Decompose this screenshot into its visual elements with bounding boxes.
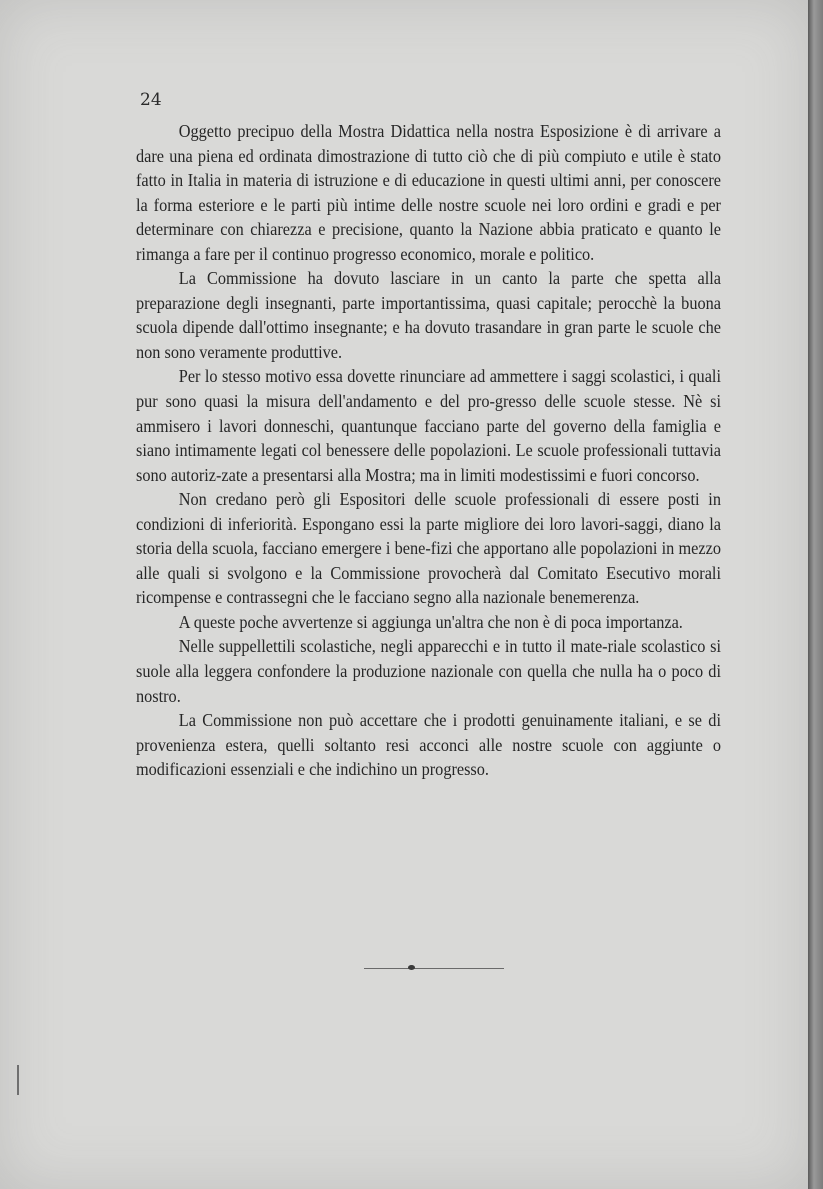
paragraph-4: Non credano però gli Espositori delle scuole professionali di essere posti in condizioni di inferiorità. Espongano essi la parte migliore dei loro lavori-saggi, diano la storia della scuola, facciano emergere i bene-fizi che apportano alle popolazioni in mezzo alle quali si svolgono e la Commissione provocherà dal Comitato Esecutivo morali ricompense e contrassegni che le facciano segno alla nazionale benemerenza. <box>136 489 721 608</box>
scan-edge <box>808 0 823 1189</box>
body-text <box>136 119 721 782</box>
paragraph-5: A queste poche avvertenze si aggiunga un'altra che non è di poca importanza. <box>178 611 683 632</box>
paragraph-6: Nelle suppellettili scolastiche, negli apparecchi e in tutto il mate-riale scolastico si suole alla leggera confondere la produzione nazionale con quella che nulla ha o poco di nostro. <box>136 636 721 706</box>
rule-ornament <box>408 965 415 970</box>
paragraph-7: La Commissione non può accettare che i prodotti genuinamente italiani, e se di provenienza estera, quelli soltanto resi acconci alle nostre scuole con aggiunte o modificazioni essenziali e che indichino un progresso. <box>136 710 721 780</box>
margin-mark <box>17 1065 19 1095</box>
paragraph-2: La Commissione ha dovuto lasciare in un canto la parte che spetta alla preparazione degli insegnanti, parte importantissima, quasi capitale; perocchè la buona scuola dipende dall'ottimo insegnante; e ha dovuto trasandare in gran parte le scuole che non sono veramente produttive. <box>136 268 721 362</box>
paragraph-1: Oggetto precipuo della Mostra Didattica nella nostra Esposizione è di arrivare a dare una piena ed ordinata dimostrazione di tutto ciò che di più compiuto e utile è stato fatto in Italia in materia di istruzione e di educazione in questi ultimi anni, per conoscere la forma esteriore e le parti più intime delle nostre scuole nei loro ordini e gradi e per determinare con chiarezza e precisione, quanto la Nazione abbia praticato e quanto le rimanga a fare per il continuo progresso economico, morale e politico. <box>136 121 721 264</box>
paragraph-3: Per lo stesso motivo essa dovette rinunciare ad ammettere i saggi scolastici, i quali pur sono quasi la misura dell'andamento e del pro-gresso delle scuole stesse. Nè si ammisero i lavori donneschi, quantunque facciano parte del governo della famiglia e siano intimamente legati col benessere delle popolazioni. Le scuole professionali tuttavia sono autoriz-zate a presentarsi alla Mostra; ma in limiti modestissimi e fuori concorso. <box>136 366 721 485</box>
page-number: 24 <box>140 90 162 110</box>
closing-rule <box>364 968 504 969</box>
